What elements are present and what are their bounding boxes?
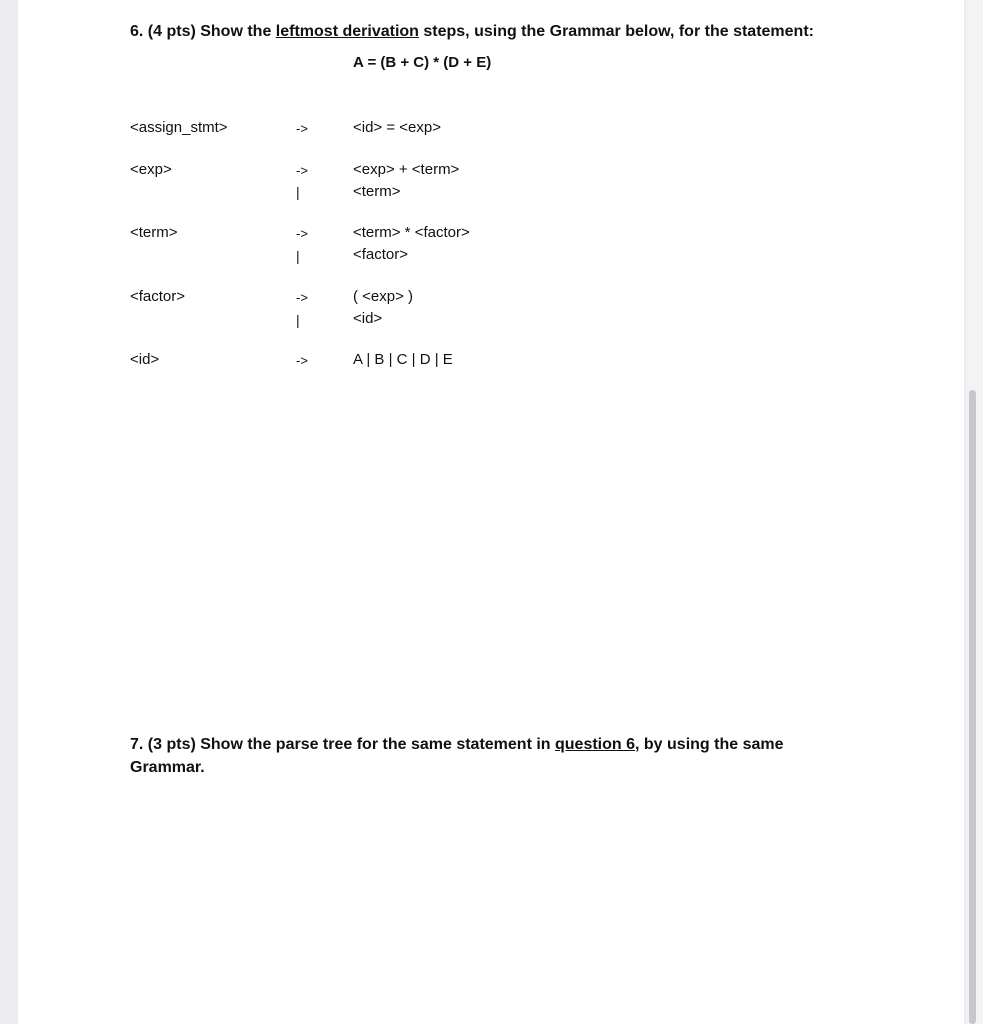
rule-alternative-bar: | [296, 312, 300, 328]
rule-arrow: -> [296, 290, 308, 305]
q6-underlined-term: leftmost derivation [275, 23, 419, 40]
rule-alternative-bar: | [296, 184, 300, 200]
rule-arrow: -> [296, 226, 308, 241]
q7-underlined-reference: question 6 [555, 736, 636, 753]
document-page [18, 0, 964, 1024]
q7-suffix: , by using the same [635, 736, 784, 753]
rule-rhs-alt: <factor> [353, 246, 409, 263]
rule-rhs: <term> * <factor> [353, 224, 470, 241]
rule-alternative-bar: | [296, 248, 300, 264]
rule-lhs-exp: <exp> [130, 161, 172, 178]
rule-lhs-id: <id> [130, 351, 160, 368]
rule-lhs-assign-stmt: <assign_stmt> [130, 119, 228, 136]
rule-rhs-alt: <term> [353, 183, 401, 200]
rule-rhs: <exp> + <term> [353, 161, 460, 178]
question-7-heading [130, 734, 784, 756]
q6-prefix: 6. (4 pts) Show the [130, 23, 276, 40]
rule-rhs-alt: <id> [353, 310, 383, 327]
rule-arrow: -> [296, 163, 308, 178]
question-6-heading [130, 21, 814, 43]
scrollbar-thumb[interactable] [969, 390, 976, 1024]
rule-lhs-factor: <factor> [130, 288, 186, 305]
rule-arrow: -> [296, 353, 308, 368]
rule-rhs: A | B | C | D | E [353, 351, 453, 368]
q7-prefix: 7. (3 pts) Show the parse tree for the same statement in [130, 736, 555, 753]
rule-arrow: -> [296, 121, 308, 136]
statement: A = (B + C) * (D + E) [353, 54, 492, 71]
question-7-heading-line2: Grammar. [130, 759, 205, 776]
q6-suffix: steps, using the Grammar below, for the statement: [418, 23, 814, 40]
rule-rhs: ( <exp> ) [353, 288, 414, 305]
rule-lhs-term: <term> [130, 224, 178, 241]
rule-rhs: <id> = <exp> [353, 119, 441, 136]
